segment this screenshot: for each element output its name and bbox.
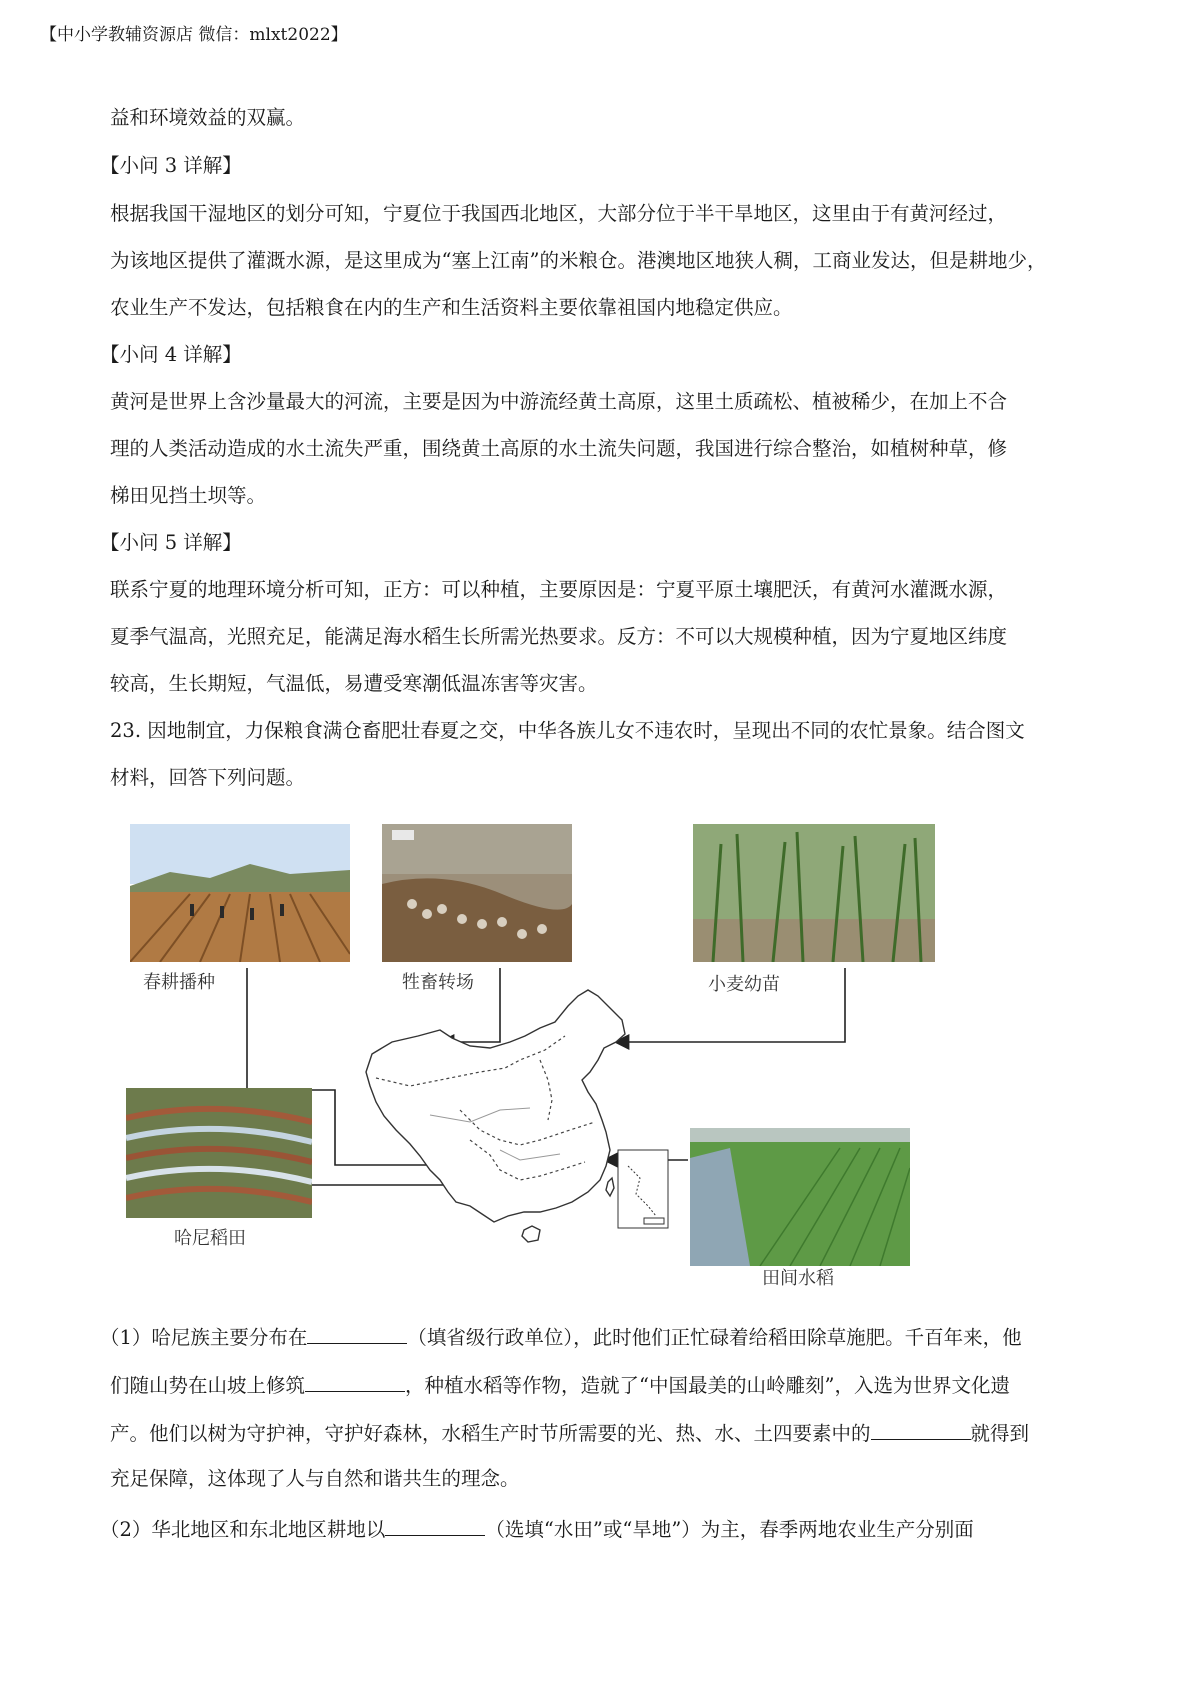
text-line: 联系宁夏的地理环境分析可知，正方：可以种植，主要原因是：宁夏平原土壤肥沃，有黄河水灌溉水源，	[110, 578, 1008, 601]
china-map	[366, 990, 625, 1242]
question-23-stem: 材料，回答下列问题。	[110, 766, 306, 789]
photo-paddy-rice	[690, 1128, 910, 1266]
text-line: 梯田见挡土坝等。	[110, 484, 267, 507]
text-line: 农业生产不发达，包括粮食在内的生产和生活资料主要依靠祖国内地稳定供应。	[110, 296, 793, 319]
south-sea-inset	[618, 1150, 668, 1228]
photo-wheat-seedlings	[693, 824, 935, 962]
text-line: 夏季气温高，光照充足，能满足海水稻生长所需光热要求。反方：不可以大规模种植，因为宁夏地区纬度	[110, 625, 1008, 648]
answer-blank-element[interactable]	[871, 1421, 971, 1440]
caption-spring-sowing: 春耕播种	[143, 972, 215, 993]
text-line: 益和环境效益的双赢。	[110, 106, 306, 129]
caption-wheat-seedlings: 小麦幼苗	[708, 974, 780, 995]
figure	[0, 810, 1200, 1300]
caption-hani-terraces: 哈尼稻田	[174, 1228, 246, 1249]
question-1-line	[110, 1421, 1029, 1444]
text-line: 为该地区提供了灌溉水源，是这里成为“塞上江南”的米粮仓。港澳地区地狭人稠，工商业发达，但是耕地少，	[110, 249, 1047, 272]
section-heading-4: 【小问 4 详解】	[100, 343, 242, 366]
question-1-line: 充足保障，这体现了人与自然和谐共生的理念。	[110, 1467, 520, 1490]
question-1-text: 就得到	[970, 1422, 1030, 1445]
text-line: 根据我国干湿地区的划分可知，宁夏位于我国西北地区，大部分位于半干旱地区，这里由于有黄河经过，	[110, 202, 1008, 225]
photo-hani-terraces	[126, 1088, 312, 1218]
question-23-stem: 23. 因地制宜，力保粮食满仓畜肥壮春夏之交，中华各族儿女不违农时，呈现出不同的农忙景象。结合图文	[110, 719, 1025, 742]
question-2-text: （选填“水田”或“旱地”）为主，春季两地农业生产分别面	[485, 1518, 974, 1541]
question-1-text: ，种植水稻等作物，造就了“中国最美的山岭雕刻”，入选为世界文化遗	[405, 1374, 1010, 1397]
question-1-text: 们随山势在山坡上修筑	[110, 1374, 306, 1397]
caption-paddy-rice: 田间水稻	[762, 1268, 834, 1289]
question-1-line	[100, 1325, 1022, 1348]
answer-blank-terraces[interactable]	[305, 1373, 405, 1392]
question-1-line	[110, 1373, 1010, 1396]
question-2-line	[100, 1517, 974, 1540]
question-1-text: 产。他们以树为守护神，守护好森林，水稻生产时节所需要的光、热、水、土四要素中的	[110, 1422, 871, 1445]
question-1-text: （填省级行政单位），此时他们正忙碌着给稻田除草施肥。千百年来，他	[407, 1326, 1022, 1349]
caption-livestock-transfer: 牲畜转场	[402, 972, 474, 993]
text-line: 理的人类活动造成的水土流失严重，围绕黄土高原的水土流失问题，我国进行综合整治，如植树种草，修	[110, 437, 1008, 460]
page-header: 【中小学教辅资源店 微信：mlxt2022】	[40, 25, 348, 45]
question-1-text: （1）哈尼族主要分布在	[100, 1326, 308, 1349]
photo-livestock-transfer	[382, 824, 572, 962]
answer-blank-farmland-type[interactable]	[385, 1517, 485, 1536]
section-heading-3: 【小问 3 详解】	[100, 154, 242, 177]
photo-spring-sowing	[130, 824, 350, 962]
text-line: 较高，生长期短，气温低，易遭受寒潮低温冻害等灾害。	[110, 672, 598, 695]
question-2-text: （2）华北地区和东北地区耕地以	[100, 1518, 386, 1541]
text-line: 黄河是世界上含沙量最大的河流，主要是因为中游流经黄土高原，这里土质疏松、植被稀少，在加上不合	[110, 390, 1008, 413]
section-heading-5: 【小问 5 详解】	[100, 531, 242, 554]
answer-blank-province[interactable]	[307, 1325, 407, 1344]
